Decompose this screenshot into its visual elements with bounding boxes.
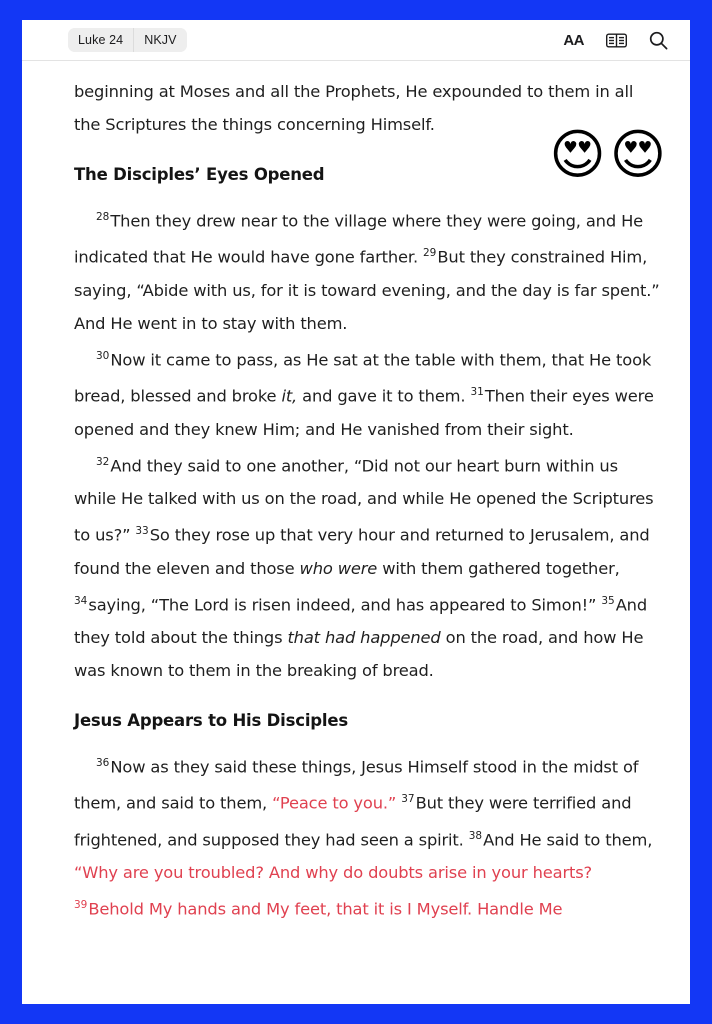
verse-text-30a: Now it came to pass, as He sat at the table with them, that He took bread, blessed and broke xyxy=(74,350,652,406)
words-of-jesus-39: Behold My hands and My feet, that it is I Myself. Handle Me xyxy=(88,899,563,919)
verse-text-35-italic: that had happened xyxy=(287,627,441,647)
verse-number-32[interactable]: 32 xyxy=(96,455,110,468)
verse-number-35[interactable]: 35 xyxy=(601,594,615,607)
search-icon[interactable] xyxy=(649,28,668,52)
paragraph-verses-30-31 xyxy=(74,340,662,446)
verse-number-37[interactable]: 37 xyxy=(401,793,415,806)
paragraph-verses-28-29 xyxy=(74,201,662,340)
verse-text-33b: with them gathered together, xyxy=(377,558,620,578)
verse-text-36a: Now as they said these things, Jesus Himself stood in the midst of them, and said to them, xyxy=(74,757,639,813)
smiling-face-with-hearts-icon-1[interactable]: 😍 xyxy=(549,123,606,186)
verse-text-28: Then they drew near to the village where they were going, and He indicated that He would have gone farther. xyxy=(74,211,644,267)
verse-text-33a: So they rose up that very hour and returned to Jerusalem, and found the eleven and those xyxy=(74,525,650,578)
verse-number-29[interactable]: 29 xyxy=(423,247,437,260)
paragraph-verses-36-39 xyxy=(74,747,662,926)
verse-number-31[interactable]: 31 xyxy=(470,386,484,399)
verse-number-36[interactable]: 36 xyxy=(96,756,110,769)
verse-text-35a: And they told about the things xyxy=(74,594,648,647)
reader-page xyxy=(22,20,690,1004)
verse-text-38a: And He said to them, xyxy=(483,830,653,850)
paragraph-continued: beginning at Moses and all the Prophets, He expounded to them in all the Scriptures the things concerning Himself. xyxy=(74,82,634,134)
text-size-icon[interactable]: AA xyxy=(563,31,584,49)
verse-text-31: Then their eyes were opened and they knew Him; and He vanished from their sight. xyxy=(74,386,654,439)
reference-selector[interactable] xyxy=(68,28,187,52)
verse-number-33[interactable]: 33 xyxy=(135,525,149,538)
verse-text-32: And they said to one another, “Did not our heart burn within us while He talked with us on the road, and while He opened the Scriptures to us?” xyxy=(74,456,654,545)
verse-text-34: saying, “The Lord is risen indeed, and has appeared to Simon!” xyxy=(88,594,602,614)
verse-text-33-italic: who were xyxy=(299,558,378,578)
chapter-reference-chip[interactable]: Luke 24 xyxy=(68,28,134,52)
verse-text-29: But they constrained Him, saying, “Abide with us, for it is toward evening, and the day is far spent.” And He went in to stay with them. xyxy=(74,247,660,333)
toolbar-icons xyxy=(563,28,668,52)
verse-text-37: But they were terrified and frightened, and supposed they had seen a spirit. xyxy=(74,793,632,850)
verse-text-30b: and gave it to them. xyxy=(297,386,471,406)
words-of-jesus-36: “Peace to you.” xyxy=(272,793,397,813)
verse-number-28[interactable]: 28 xyxy=(96,211,110,223)
reader-toolbar xyxy=(22,20,690,61)
translation-chip[interactable]: NKJV xyxy=(134,28,186,52)
paragraph-verses-32-35 xyxy=(74,446,662,687)
reader-view-icon[interactable] xyxy=(606,28,627,52)
chapter-text xyxy=(22,61,690,926)
verse-number-39[interactable]: 39 xyxy=(74,899,88,912)
reaction-stickers xyxy=(549,123,666,186)
verse-text-30-italic: it, xyxy=(281,386,298,406)
verse-number-34[interactable]: 34 xyxy=(74,594,88,607)
smiling-face-with-hearts-icon-2[interactable]: 😍 xyxy=(609,123,666,186)
section-heading-jesus-appears: Jesus Appears to His Disciples xyxy=(74,710,348,730)
words-of-jesus-38: “Why are you troubled? And why do doubts arise in your hearts? xyxy=(74,863,593,883)
verse-number-38[interactable]: 38 xyxy=(468,829,483,842)
section-heading-disciples-eyes-opened: The Disciples’ Eyes Opened xyxy=(74,165,325,184)
verse-text-35b: on the road, and how He was known to them in the breaking of bread. xyxy=(74,627,644,680)
verse-number-30[interactable]: 30 xyxy=(96,349,110,362)
